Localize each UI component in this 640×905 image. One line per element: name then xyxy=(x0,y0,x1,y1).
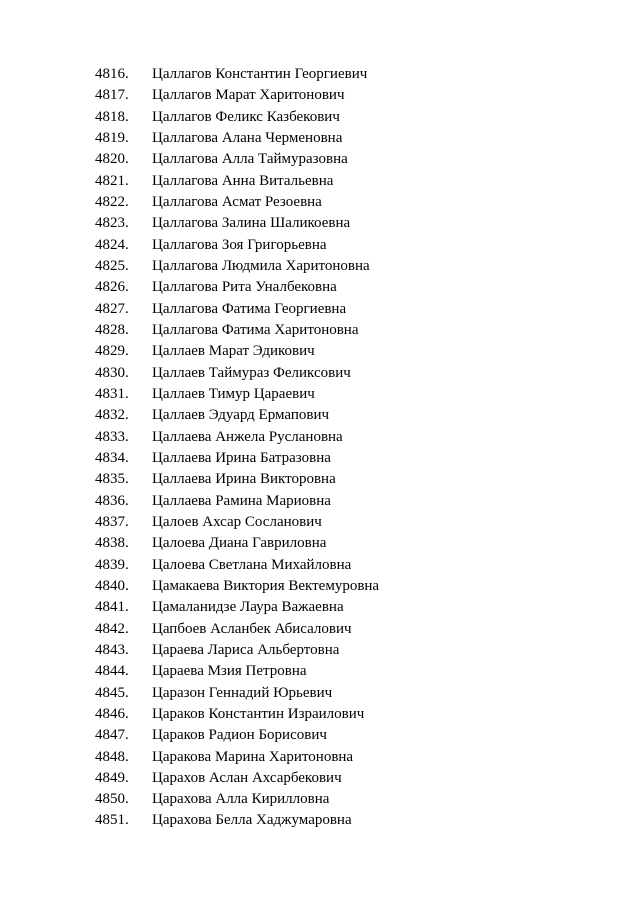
entry-number: 4845. xyxy=(95,684,129,701)
entry-number: 4825. xyxy=(95,257,129,274)
entry-number: 4831. xyxy=(95,385,129,402)
entry-number: 4844. xyxy=(95,663,129,680)
entry-name: Царакова Марина Харитоновна xyxy=(152,748,354,765)
entry-number: 4850. xyxy=(95,791,129,808)
entry-number: 4849. xyxy=(95,769,129,786)
entry-name: Царахова Белла Хаджумаровна xyxy=(152,812,352,829)
list-item xyxy=(95,661,379,682)
entry-number: 4842. xyxy=(95,620,129,637)
entry-number: 4840. xyxy=(95,577,129,594)
entry-number: 4836. xyxy=(95,492,129,509)
list-item xyxy=(95,427,379,448)
entry-name: Цаллагова Фатима Харитоновна xyxy=(152,321,359,338)
entry-number: 4833. xyxy=(95,428,129,445)
list-item xyxy=(95,192,379,213)
list-item xyxy=(95,725,379,746)
entry-name: Цаллаева Рамина Мариовна xyxy=(152,492,331,509)
list-item xyxy=(95,597,379,618)
list-item xyxy=(95,576,379,597)
list-item xyxy=(95,171,379,192)
entry-name: Цаллагова Зоя Григорьевна xyxy=(152,236,327,253)
list-item xyxy=(95,363,379,384)
list-item xyxy=(95,491,379,512)
list-item xyxy=(95,704,379,725)
entry-number: 4822. xyxy=(95,193,129,210)
list-item xyxy=(95,256,379,277)
entry-name: Цаллагова Алана Черменовна xyxy=(152,129,343,146)
entry-number: 4851. xyxy=(95,812,129,829)
entry-name: Цаллаева Ирина Викторовна xyxy=(152,471,336,488)
entry-name: Цараева Лариса Альбертовна xyxy=(152,641,340,658)
list-item xyxy=(95,469,379,490)
list-item xyxy=(95,747,379,768)
entry-number: 4821. xyxy=(95,172,129,189)
entry-name: Цараков Радион Борисович xyxy=(152,727,327,744)
entry-name: Цаллаев Марат Эдикович xyxy=(152,343,315,360)
entry-number: 4817. xyxy=(95,87,129,104)
list-item xyxy=(95,405,379,426)
entry-number: 4826. xyxy=(95,279,129,296)
list-item xyxy=(95,235,379,256)
entry-name: Цаллагов Марат Харитонович xyxy=(152,87,345,104)
entry-number: 4835. xyxy=(95,471,129,488)
list-item xyxy=(95,64,379,85)
list-item xyxy=(95,85,379,106)
list-item xyxy=(95,640,379,661)
entry-number: 4824. xyxy=(95,236,129,253)
entry-number: 4830. xyxy=(95,364,129,381)
list-item xyxy=(95,213,379,234)
entry-number: 4828. xyxy=(95,321,129,338)
entry-number: 4827. xyxy=(95,300,129,317)
entry-name: Цаллагов Феликс Казбекович xyxy=(152,108,340,125)
list-item xyxy=(95,810,379,831)
list-item xyxy=(95,789,379,810)
entry-number: 4839. xyxy=(95,556,129,573)
entry-number: 4832. xyxy=(95,407,129,424)
entry-number: 4816. xyxy=(95,66,129,82)
entry-name: Цалоев Ахсар Сосланович xyxy=(152,513,322,530)
entry-name: Цаллагова Людмила Харитоновна xyxy=(152,257,370,274)
entry-number: 4829. xyxy=(95,343,129,360)
entry-name: Цаллагов Константин Георгиевич xyxy=(152,66,368,82)
name-list xyxy=(95,64,379,832)
entry-number: 4846. xyxy=(95,705,129,722)
entry-name: Цалоева Светлана Михайловна xyxy=(152,556,352,573)
entry-name: Царахова Алла Кирилловна xyxy=(152,791,330,808)
list-item xyxy=(95,384,379,405)
entry-name: Цаллаев Эдуард Ермапович xyxy=(152,407,330,424)
list-item xyxy=(95,555,379,576)
list-item xyxy=(95,448,379,469)
list-item xyxy=(95,768,379,789)
entry-name: Цаллаева Анжела Руслановна xyxy=(152,428,343,445)
entry-number: 4819. xyxy=(95,129,129,146)
entry-name: Цаллаев Тимур Цараевич xyxy=(152,385,315,402)
entry-name: Цалоева Диана Гавриловна xyxy=(152,535,327,552)
entry-number: 4847. xyxy=(95,727,129,744)
entry-name: Цараков Константин Израилович xyxy=(152,705,365,722)
list-item xyxy=(95,149,379,170)
entry-number: 4837. xyxy=(95,513,129,530)
entry-number: 4848. xyxy=(95,748,129,765)
entry-number: 4841. xyxy=(95,599,129,616)
entry-name: Цаллагова Алла Таймуразовна xyxy=(152,151,348,168)
entry-number: 4843. xyxy=(95,641,129,658)
entry-number: 4818. xyxy=(95,108,129,125)
list-item xyxy=(95,512,379,533)
list-item xyxy=(95,341,379,362)
list-item xyxy=(95,128,379,149)
list-item xyxy=(95,683,379,704)
entry-name: Цаллагова Рита Уналбековна xyxy=(152,279,337,296)
entry-number: 4823. xyxy=(95,215,129,232)
entry-name: Цамаланидзе Лаура Важаевна xyxy=(152,599,344,616)
list-item xyxy=(95,533,379,554)
entry-name: Цамакаева Виктория Вектемуровна xyxy=(152,577,380,594)
entry-number: 4834. xyxy=(95,449,129,466)
entry-name: Цаллагова Залина Шаликоевна xyxy=(152,215,351,232)
entry-name: Царахов Аслан Ахсарбекович xyxy=(152,769,342,786)
entry-name: Царазон Геннадий Юрьевич xyxy=(152,684,333,701)
list-item xyxy=(95,619,379,640)
entry-name: Цаллаева Ирина Батразовна xyxy=(152,449,331,466)
list-item xyxy=(95,277,379,298)
entry-number: 4820. xyxy=(95,151,129,168)
entry-name: Цаллагова Асмат Резоевна xyxy=(152,193,322,210)
list-item xyxy=(95,320,379,341)
entry-name: Цапбоев Асланбек Абисалович xyxy=(152,620,352,637)
list-item xyxy=(95,299,379,320)
list-item xyxy=(95,107,379,128)
entry-number: 4838. xyxy=(95,535,129,552)
entry-name: Цаллаев Таймураз Феликсович xyxy=(152,364,351,381)
entry-name: Цараева Мзия Петровна xyxy=(152,663,307,680)
entry-name: Цаллагова Фатима Георгиевна xyxy=(152,300,347,317)
entry-name: Цаллагова Анна Витальевна xyxy=(152,172,334,189)
